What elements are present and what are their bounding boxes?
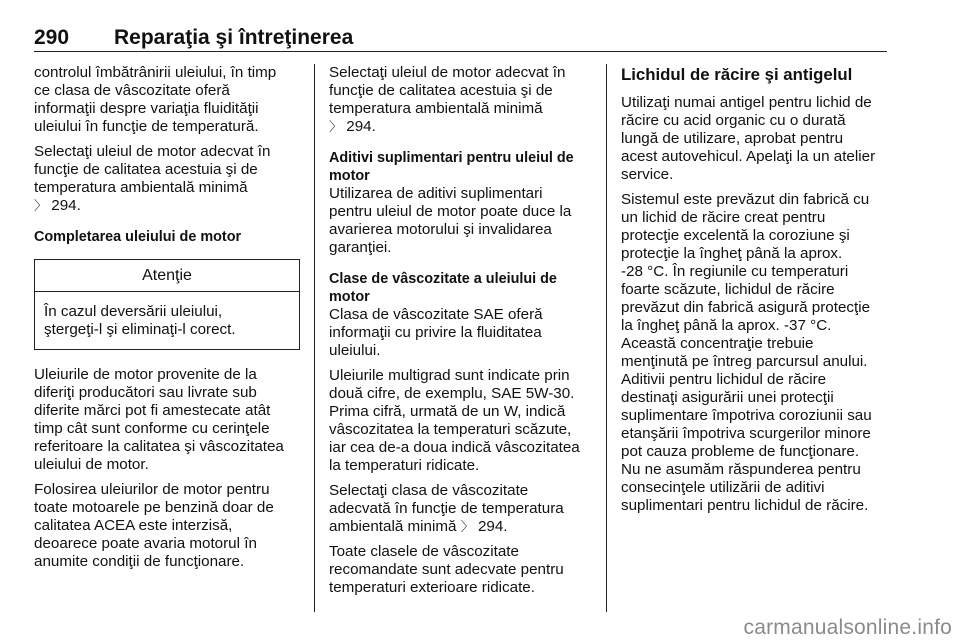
- paragraph: Toate clasele de vâscozitate recomandate sunt adecvate pentru temperaturi exterioare ridicate.: [329, 543, 564, 596]
- header-divider: [34, 51, 887, 52]
- paragraph: Folosirea uleiurilor de motor pentru toate motoarele pe benzină doar de calitatea ACEA este interzisă, deoarece poate avaria motorul în anumite condiţii de funcţionare.: [34, 481, 274, 570]
- paragraph: Selectaţi uleiul de motor adecvat în funcţie de calitatea acestuia şi de temperatura ambientală minimă 〉 294.: [329, 64, 566, 135]
- page-reference-link[interactable]: 294.: [51, 197, 81, 214]
- paragraph: Utilizaţi numai antigel pentru lichid de răcire cu acid organic cu o durată lungă de utilizare, aprobat pentru acest autovehicul. Apelaţi la un atelier service.: [621, 94, 876, 183]
- page-reference-link[interactable]: 294.: [477, 518, 508, 535]
- paragraph: Sistemul este prevăzut din fabrică cu un lichid de răcire creat pentru protecţie excelentă la coroziune şi protecţie la îngheţ până la aprox. -28 °C. În regiunile cu temperaturi foarte scăzute, lichidul de răcire prevăzut din fabrică asigură protecţie la îngheţ până la aprox. -37 °C. Această concentraţie trebuie menţinută pe întreg parcursul anului. Aditivii pentru lichidul de răcire destinaţi asigurării unei protecţii suplimentare împotriva coroziunii sau etanşării împotriva scurgerilor minore pot cauza probleme de funcţionare. Nu ne asumăm răspunderea pentru consecinţele utilizării de aditivi suplimentari pentru lichidul de răcire.: [621, 191, 872, 514]
- page-reference-icon[interactable]: 〉: [34, 198, 48, 213]
- section-heading: Lichidul de răcire şi antigelul: [621, 65, 853, 84]
- page-title: Reparaţia şi întreţinerea: [114, 26, 354, 49]
- section-heading: Completarea uleiului de motor: [34, 229, 242, 245]
- page-header: [34, 22, 887, 52]
- column-3: [621, 64, 889, 522]
- column-divider-1: [314, 64, 315, 612]
- warning-text: În cazul deversării uleiului, ştergeţi-l şi eliminaţi-l corect.: [44, 303, 236, 338]
- column-divider-2: [606, 64, 607, 612]
- paragraph: Selectaţi uleiul de motor adecvat în funcţie de calitatea acestuia şi de temperatura ambientală minimă 〉 294.: [34, 143, 271, 214]
- paragraph: Uleiurile de motor provenite de la diferiţi producători sau livrate sub diferite mărci pot fi amestecate atât timp cât sunt conforme cu cerinţele referitoare la calitatea şi vâscozitatea uleiului de motor.: [34, 366, 284, 473]
- paragraph: Selectaţi clasa de vâscozitate adecvată în funcţie de temperatura ambientală minimă 〉 294.: [329, 482, 564, 535]
- paragraph: Clasa de vâscozitate SAE oferă informaţii cu privire la fluiditatea uleiului.: [329, 306, 543, 359]
- page-number: 290: [34, 26, 70, 49]
- section-heading: Clase de vâscozitate a uleiului de motor: [329, 271, 557, 305]
- warning-box: [34, 259, 300, 350]
- page-reference-icon[interactable]: 〉: [460, 519, 474, 534]
- section-heading: Aditivi suplimentari pentru uleiul de motor: [329, 150, 574, 184]
- paragraph: Uleiurile multigrad sunt indicate prin două cifre, de exemplu, SAE 5W-30. Prima cifră, urmată de un W, indică vâscozitatea la temperaturi scăzute, iar cea de-a doua indică vâscozitatea la temperaturi ridicate.: [329, 367, 580, 474]
- paragraph: controlul îmbătrânirii uleiului, în timp ce clasa de vâscozitate oferă informaţii despre variaţia fluidităţii uleiului în funcţie de temperatură.: [34, 64, 277, 135]
- page-reference-link[interactable]: 294.: [346, 118, 376, 135]
- column-2: [329, 64, 591, 604]
- page-reference-icon[interactable]: 〉: [329, 119, 343, 134]
- warning-title: Atenţie: [35, 260, 299, 292]
- paragraph: Utilizarea de aditivi suplimentari pentru uleiul de motor poate duce la avarierea motorului şi invalidarea garanţiei.: [329, 185, 572, 256]
- column-1: [34, 64, 300, 578]
- watermark: carmanualsonline.info: [743, 616, 952, 639]
